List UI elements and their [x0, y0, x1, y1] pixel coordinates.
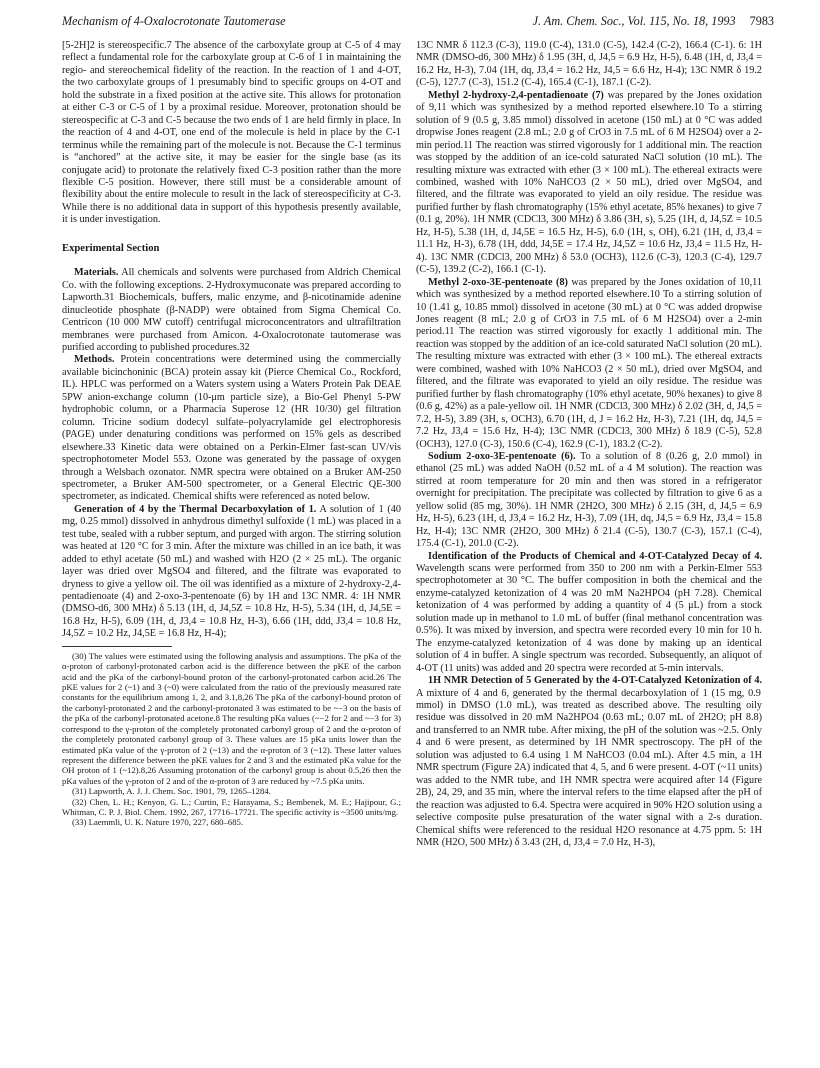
journal-citation	[533, 14, 774, 30]
compound-6-heading: Sodium 2-oxo-3E-pentenoate (6).	[428, 450, 576, 462]
nmr-detection-text: A mixture of 4 and 6, generated by the thermal decarboxylation of 1 (15 mg, 0.9 mmol) in DMSO (1.0 mL), was treated as described above. The resulting oily residue was dissolved in 20 mM Na2HPO4 (0.63 mL; 0.07 mL of 2H2O; pH 8.8) and transferred to an NMR tube. After mixing, the pH of the solution was ~2.5. Only 4 and 6 were present, as determined by 1H NMR spectroscopy. The pH of the solution was adjusted to 6.4 using 1 M NaHCO3 (0.04 mL). After 4.5 min, a 1H NMR spectrum (Figure 2A) indicated that 4, 5, and 6 were present. 4-OT (~11 units) was added to the NMR tube, and 1H NMR spectra were acquired after 14 (Figure 2B), 24, 29, and 35 min, where the interval refers to the time elapsed after the pH of the reaction was adjusted to 6.4. Spectra were acquired in 90% H2O solution using a selective composite pulse presaturation of the water signal with a 2-s duration. Chemical shifts were referenced to the residual H2O resonance at 4.75 ppm. 5: 1H NMR (H2O, 500 MHz) δ 3.43 (2H, d, J3,4 = 7.0 Hz, H-3),	[416, 687, 762, 848]
footnotes	[62, 651, 401, 828]
right-column	[416, 40, 762, 849]
journal-name: J. Am. Chem. Soc., Vol. 115, No. 18, 1993	[532, 14, 736, 28]
identification-heading: Identification of the Products of Chemical and 4-OT-Catalyzed Decay of 4.	[428, 550, 762, 562]
footnote-rule	[62, 646, 172, 647]
compound-8-heading: Methyl 2-oxo-3E-pentenoate (8)	[428, 276, 568, 288]
methods-paragraph	[62, 354, 401, 503]
compound-6-paragraph	[416, 451, 762, 551]
compound-6-text: To a solution of 8 (0.26 g, 2.0 mmol) in ethanol (25 mL) was added NaOH (0.52 mL of a 4 M solution). The reaction was stirred at room temperature for 20 min and then was stored in a refrigerator overnight for precipitation. The precipitate was collected by filtration to give 6 as a yellow solid (85 mg, 30%). 1H NMR (2H2O, 300 MHz) δ 2.15 (3H, d, J4,5 = 6.9 Hz, H-5), 6.23 (1H, d, J3,4 = 16.2 Hz, H-3), 7.09 (1H, dq, J4,5 = 6.9 Hz, J3,4 = 15.8 Hz, H-4); 13C NMR (2H2O, 300 MHz) δ 21.4 (C-5), 130.7 (C-3), 157.1 (C-4), 175.4 (C-1), 201.0 (C-2).	[416, 450, 762, 550]
generation-heading: Generation of 4 by the Thermal Decarboxylation of 1.	[74, 503, 317, 515]
compound-7-heading: Methyl 2-hydroxy-2,4-pentadienoate (7)	[428, 89, 604, 101]
compound-8-text: was prepared by the Jones oxidation of 10,11 which was synthesized by a method reported elsewhere.10 To a stirring solution of 10 (1.41 g, 10.85 mmol) dissolved in acetone (30 mL) at 0 °C was added dropwise Jones reagent (8 mL; 2.0 g of CrO3 in 7.5 mL of 6 M H2SO4) over a 2-min period.11 The reaction was stirred vigorously for exactly 1 additional min. The reaction was stopped by the addition of an ice-cold saturated NaCl solution (20 mL). The resulting mixture was extracted with ether (3 × 100 mL). The ethereal extracts were combined, washed with 10% NaHCO3 (2 × 50 mL), dried over MgSO4, and filtered, and the filtrate was evaporated to yield an oily residue. The residue was purified further by flash chromatography (10% ethyl acetate, 90% hexanes) to give 8 (0.6 g, 42%) as a pale-yellow oil. 1H NMR (CDCl3, 300 MHz) δ 2.02 (3H, d, J4,5 = 7.2, H-5), 3.89 (3H, s, OCH3), 6.70 (1H, d, J = 16.2 Hz, H-3), 7.21 (1H, dq, J4,5 = 7.2 Hz, J3,4 = 15.6 Hz, H-4); 13C NMR (CDCl3, 300 MHz) δ 18.9 (C-5), 52.8 (OCH3), 127.0 (C-3), 150.6 (C-4), 162.9 (C-1), 183.2 (C-2).	[416, 276, 762, 450]
identification-text: Wavelength scans were performed from 350 to 200 nm with a Perkin-Elmer 553 spectrophotometer at 30 °C. The buffer composition in both the chemical and the enzyme-catalyzed ketonization of 4 was 20 mM Na2HPO4 (pH 7.28). Chemical ketonization of 4 was performed by adding a quantity of 4 (5 μL) from a stock solution made up in methanol to 1.0 mL of buffer (final methanol concentration was 0.5%). It was mixed by inversion, and spectra were recorded every 10 min for 10 h. The enzyme-catalyzed ketonization of 4 was done by making up an identical solution of 4 in buffer. A single spectrum was recorded. Subsequently, an aliquot of 4-OT (11 units) was added and 20 spectra were recorded at 5-min intervals.	[416, 563, 762, 674]
running-title: Mechanism of 4-Oxalocrotonate Tautomerase	[62, 14, 286, 28]
nmr-continuation: 13C NMR δ 112.3 (C-3), 119.0 (C-4), 131.0 (C-5), 142.4 (C-2), 166.4 (C-1). 6: 1H NMR (DMSO-d6, 300 MHz) δ 1.95 (3H, d, J4,5 = 6.9 Hz, H-5), 6.48 (1H, d, J3,4 = 16.2 Hz, H-3), 7.04 (1H, dq, J3,4 = 16.2 Hz, J4,5 = 6.6 Hz, H-4); 13C NMR δ 19.2 (C-5), 127.7 (C-3), 151.2 (C-4), 165.4 (C-1), 187.1 (C-2).	[416, 40, 762, 89]
materials-heading: Materials.	[74, 267, 119, 279]
left-column	[62, 40, 401, 828]
compound-7-text: was prepared by the Jones oxidation of 9,11 which was synthesized by a method reported elsewhere.10 To a stirring solution of 9 (0.5 g, 3.85 mmol) dissolved in acetone (150 mL) at 0 °C was added dropwise Jones reagent (2.8 mL; 2.0 g of CrO3 in 7.5 mL of 6 M H2SO4) over a 2-min period.11 The reaction was stirred vigorously for 1 additional min. The reaction was stopped by the addition of an ice-cold saturated NaCl solution (10 mL). The resulting mixture was extracted with ether (3 × 100 mL). The ethereal extracts were combined, washed with 10% NaHCO3 (2 × 50 mL), dried over MgSO4, and filtered, and the filtrate was evaporated to yield an oily residue. The residue was purified further by flash chromatography (15% ethyl acetate, 85% hexanes) to give 7 (0.1 g, 20%). 1H NMR (CDCl3, 300 MHz) δ 3.86 (3H, s), 5.25 (1H, d, J4,5Z = 10.5 Hz, H-5), 5.38 (1H, d, J4,5E = 16.5 Hz, H-5), 6.0 (1H, s, OH), 6.21 (1H, d, J3,4 = 11.1 Hz, H-3), 6.78 (1H, ddd, J4,5E = 17.4 Hz, J4,5Z = 10.6 Hz, J3,4 = 11.5 Hz, H-4). 13C NMR (CDCl3, 200 MHz) δ 53.0 (OCH3), 112.6 (C-3), 120.3 (C-4), 129.7 (C-5), 139.2 (C-2), 166.1 (C-1).	[416, 89, 762, 276]
footnote-30: (30) The values were estimated using the following analysis and assumptions. The pKa of the α-proton of carbonyl-protonated carbon acid is the difference between the pKE of the carbon acid and the pKa of the carbonyl-bound proton of the carbonyl-protonated carbon acid.26 The pKE values for 2 (~1) and 3 (~0) were calculated from the ratio of the previously measured rate constants for the equilibrium among 1, 2, and 3.1,8,26 The pKa of the carbonyl-bound proton of the carbonyl-protonated 2 and the carbonyl-protonated 3 was estimated to be ~−3 on the basis of the pKa of the carbonyl-protonated acetone.8 The resulting pKa values (~−2 for 2 and ~−3 for 3) correspond to the γ-proton of the completely protonated carbonyl group of 2 and the α-proton of the completely protonated carbonyl group of 3. These values are 15 pKa units lower than the estimated pKa value of the γ-proton of 2 (~13) and the α-proton of 3 (~12). These latter values represent the difference between the pKE values for 2 and 3 and the estimated pKa value for the OH proton of 1 (~12).8,26 Assuming protonation of the carbonyl group is about 0.5,26 then the pKa values of the γ-proton of 2 and of the α-proton of 3 are reduced by ~7.5 pKa units.	[62, 650, 401, 786]
nmr-detection-paragraph	[416, 675, 762, 849]
compound-7-paragraph	[416, 90, 762, 277]
footnote-31: (31) Lapworth, A. J. J. Chem. Soc. 1901, 79, 1265–1284.	[72, 786, 271, 797]
compound-8-paragraph	[416, 277, 762, 451]
materials-text: All chemicals and solvents were purchased from Aldrich Chemical Co. with the following exceptions. 2-Hydroxymuconate was prepared according to Lapworth.31 Biochemicals, buffers, malic enzyme, and β-nicotinamide adenine dinucleotide phosphate (β-NADP) were obtained from Sigma Chemical Co. Centricon (10 000 MW cutoff) centrifugal microconcentrators and ultrafiltration membranes were purchased from Amicon. 4-Oxalocrotonate tautomerase was purified according to published procedures.32	[62, 267, 401, 353]
generation-text: A solution of 1 (40 mg, 0.25 mmol) dissolved in anhydrous dimethyl sulfoxide (1 mL) was placed in a test tube, sealed with a rubber septum, and purged with argon. The stirring solution was heated at 120 °C for 3 min. After the mixture was chilled in an ice bath, it was added to ethyl acetate (50 mL) and washed with H2O (2 × 25 mL). The organic layer was dried over MgSO4 and filtered, and the filtrate was evaporated to dryness to give a yellow oil. The oil was identified as a mixture of 2-hydroxy-2,4-pentadienoate (4) and 2-oxo-3-pentenoate (6) by 1H and 13C NMR. 4: 1H NMR (DMSO-d6, 300 MHz) δ 5.13 (1H, d, J4,5Z = 10.8 Hz, H-5), 5.34 (1H, d, J4,5E = 16.8 Hz, H-5), 6.09 (1H, d, J3,4 = 10.8 Hz, H-3), 6.66 (1H, ddd, J3,4 = 10.8 Hz, J4,5Z = 10.2 Hz, J4,5E = 16.8 Hz, H-4);	[62, 503, 401, 640]
identification-paragraph	[416, 551, 762, 676]
methods-heading: Methods.	[74, 354, 115, 366]
discussion-paragraph: [5-2H]2 is stereospecific.7 The absence of the carboxylate group at C-5 of 4 may reflect a fundamental role for the carboxylate group at C-6 of 1 in maintaining the regio- and stereochemical fidelity of the reaction. In the reaction of 1 and 4-OT, the two carboxylate groups of 1 presumably bind to specific groups on 4-OT and hold the substrate in a fixed position at the active site. This allows for protonation at either C-3 or C-5 of 1 by a proximal residue. Moreover, protonation should be stereospecific at C-3 and C-5 because the two ends of 1 are held firmly in place. In the reaction of 4 and 4-OT, one end of the molecule is held in place by the C-1 terminus while the remaining part of the molecule is not. Because the C-1 terminus is “anchored” at the active site, it may be easier for the single base (as its conjugate acid) to protonate the relatively fixed C-3 position rather than the more flexible C-5 position. However, there still must be a considerable amount of flexibility about the entire molecule to result in the lack of stereospecificity at C-3. While there is no additional data in support of this hypothesis presently available, it is under investigation.	[62, 40, 401, 226]
running-header	[62, 14, 774, 30]
nmr-detection-heading: 1H NMR Detection of 5 Generated by the 4-OT-Catalyzed Ketonization of 4.	[428, 675, 762, 687]
generation-paragraph	[62, 504, 401, 641]
methods-text: Protein concentrations were determined using the commercially available bicinchoninic (BCA) protein assay kit (Pierce Chemical Co., Rockford, IL). HPLC was performed on a Waters system using a Waters Protein Pak DEAE 5PW anion-exchange column (10-μm particle size), a Bio-Gel Phenyl 5-PW hydrophobic column, or a Pharmacia Superose 12 (HR 10/30) gel filtration column. Tricine sodium dodecyl sulfate–polyacrylamide gel electrophoresis (PAGE) under denaturing conditions was performed on 15% gels as described elsewhere.33 Kinetic data were obtained on a Perkin-Elmer fast-scan UV/vis spectrophotometer Model 553. Ozone was generated by the passage of oxygen through a Welsbach ozonator. NMR spectra were obtained on a Bruker AM-250 spectrometer, a Bruker AM-500 spectrometer, or a General Electric QE-300 spectrometer, as indicated. Chemical shifts were referenced as noted below.	[62, 354, 401, 503]
section-title: Experimental Section	[62, 242, 160, 254]
footnote-33: (33) Laemmli, U. K. Nature 1970, 227, 680–685.	[72, 817, 244, 828]
page-number: 7983	[749, 14, 774, 28]
materials-paragraph	[62, 267, 401, 354]
footnote-32: (32) Chen, L. H.; Kenyon, G. L.; Curtin, F.; Harayama, S.; Bembenek, M. E.; Hajipour, G.; Whitman, C. P. J. Biol. Chem. 1992, 267, 17716–17721. The specific activity is ~3500 units/mg.	[62, 796, 401, 817]
